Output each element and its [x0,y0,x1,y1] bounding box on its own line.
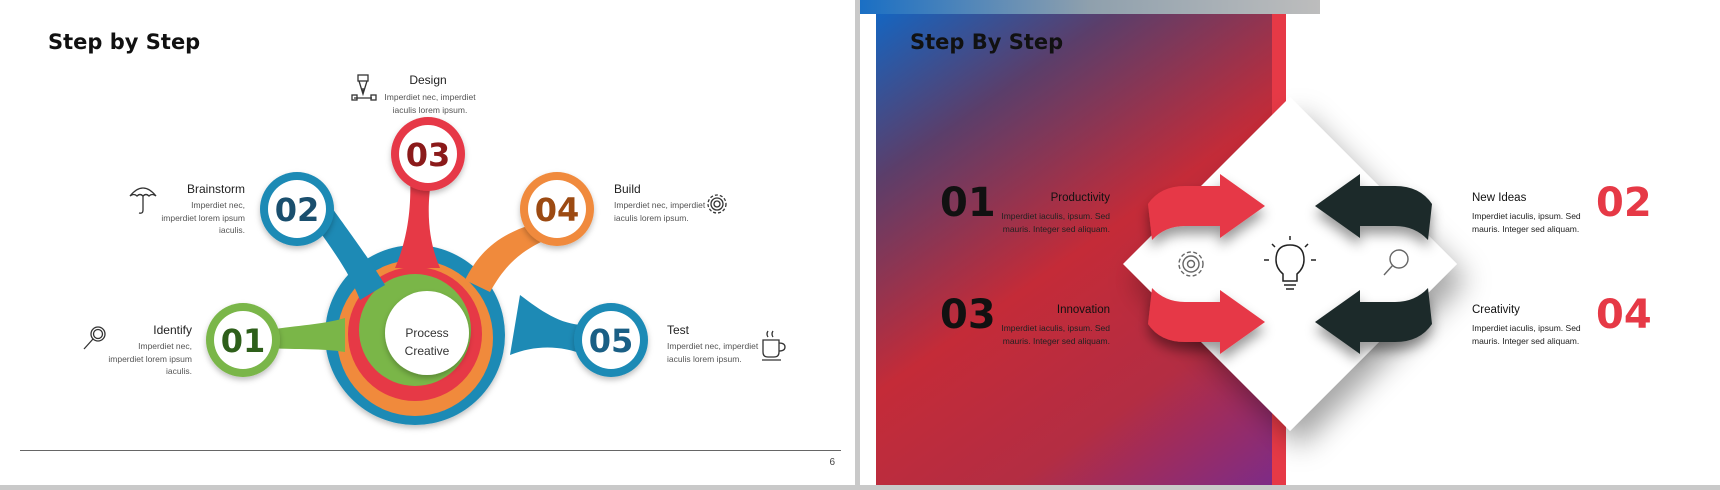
step-label-identify: Identify [153,323,192,337]
diamond-diagram [860,0,1720,485]
step-desc-brainstorm: Imperdiet nec, imperdiet lorem ipsum iaculis. [161,200,245,235]
slide-title: Step By Step [910,30,1064,54]
step-label-test: Test [667,323,690,337]
step-label-build: Build [614,182,641,196]
page-number: 6 [829,457,835,468]
item-label-creativity: Creativity [1472,304,1520,316]
item-number-03: 03 [940,292,996,338]
step-desc-identify: Imperdiet nec, imperdiet lorem ipsum iaculis. [108,341,192,376]
item-desc-productivity: Imperdiet iaculis, ipsum. Sed mauris. Integer sed aliquam. [1001,211,1110,234]
step-number-05: 05 [588,322,634,360]
step-number-01: 01 [220,322,266,360]
item-number-01: 01 [940,180,996,226]
item-desc-creativity: Imperdiet iaculis, ipsum. Sed mauris. Integer sed aliquam. [1472,323,1581,346]
slide-title: Step by Step [48,30,201,54]
footer-divider [20,450,841,451]
item-label-productivity: Productivity [1050,192,1110,204]
item-label-new-ideas: New Ideas [1472,192,1527,204]
center-label-line2: Creative [404,344,450,358]
slide-left [0,0,855,485]
step-desc-build: Imperdiet nec, imperdiet iaculis lorem ipsum. [614,200,706,223]
step-number-03: 03 [405,136,451,174]
item-desc-new-ideas: Imperdiet iaculis, ipsum. Sed mauris. Integer sed aliquam. [1472,211,1581,234]
pen-tool-icon [352,75,376,100]
step-number-02: 02 [274,191,320,229]
center-label-line1: Process [405,326,449,340]
item-number-04: 04 [1596,292,1652,338]
item-number-02: 02 [1596,180,1652,226]
step-desc-test: Imperdiet nec, imperdiet iaculis lorem ipsum. [667,341,759,364]
step-label-design: Design [409,73,447,87]
step-number-04: 04 [534,191,580,229]
step-desc-design: Imperdiet nec, imperdiet iaculis lorem ipsum. [384,92,476,115]
connector-05 [510,295,585,355]
item-desc-innovation: Imperdiet iaculis, ipsum. Sed mauris. Integer sed aliquam. [1001,323,1110,346]
item-label-innovation: Innovation [1056,304,1110,316]
slide-right [860,0,1720,485]
step-label-brainstorm: Brainstorm [186,182,245,196]
